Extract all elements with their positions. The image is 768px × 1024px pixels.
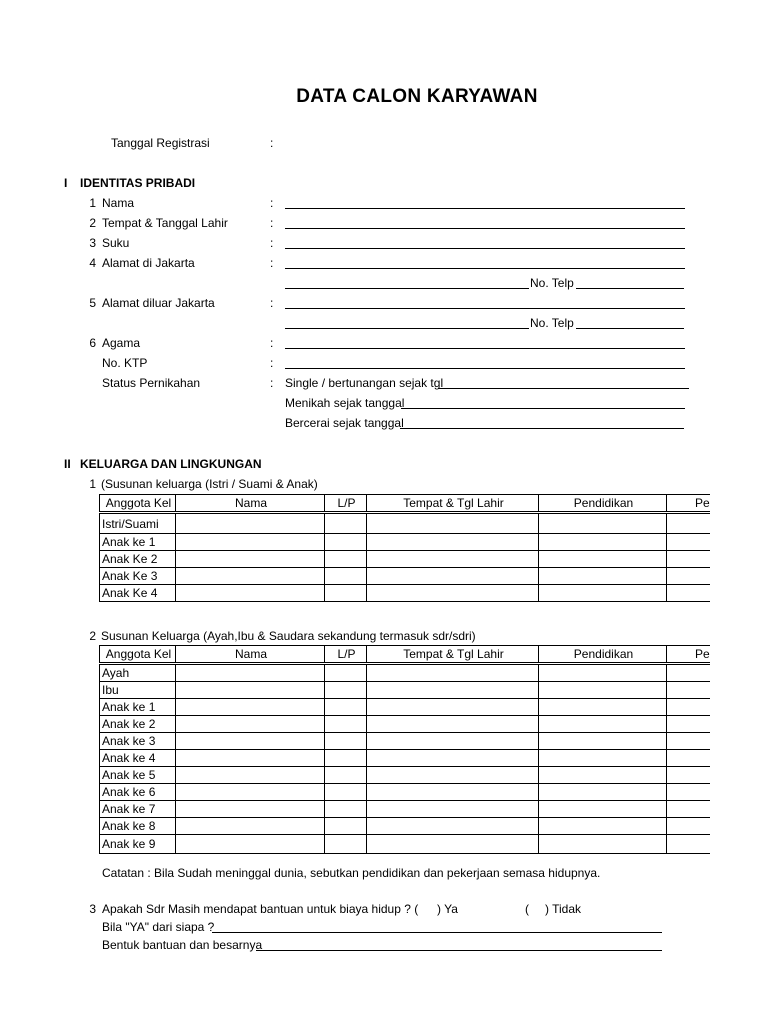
field-label-nama: Nama bbox=[102, 196, 135, 210]
cell[interactable] bbox=[367, 716, 539, 733]
cell[interactable] bbox=[539, 733, 667, 750]
cell[interactable] bbox=[176, 699, 325, 716]
row-label: Anak Ke 2 bbox=[100, 551, 176, 568]
question-number: 2 bbox=[89, 629, 96, 643]
cell[interactable] bbox=[539, 750, 667, 767]
cell[interactable] bbox=[539, 835, 667, 854]
cell[interactable] bbox=[367, 534, 539, 551]
marital-option-menikah: Menikah sejak tanggal bbox=[285, 396, 405, 410]
alamat-jakarta-input-line[interactable] bbox=[285, 268, 685, 269]
col-header-anggota: Anggota Kel bbox=[100, 495, 176, 513]
death-note: Catatan : Bila Sudah meninggal dunia, sebutkan pendidikan dan pekerjaan semasa hidupnya. bbox=[102, 866, 601, 880]
field-number: 6 bbox=[89, 336, 96, 350]
cell[interactable] bbox=[325, 784, 367, 801]
cell[interactable] bbox=[325, 534, 367, 551]
section-2-roman: II bbox=[64, 457, 71, 471]
cell[interactable] bbox=[367, 801, 539, 818]
alamat-luar-input-line-2[interactable] bbox=[285, 328, 529, 329]
family-table-1 bbox=[99, 494, 710, 602]
cell[interactable] bbox=[176, 784, 325, 801]
cell[interactable] bbox=[325, 716, 367, 733]
from-whom-input-line[interactable] bbox=[212, 932, 662, 933]
field-number: 3 bbox=[89, 236, 96, 250]
row-label: Anak ke 6 bbox=[100, 784, 176, 801]
question-2-text: Susunan Keluarga (Ayah,Ibu & Saudara sekandung termasuk sdr/sdri) bbox=[101, 629, 476, 643]
cell[interactable] bbox=[667, 767, 711, 784]
cell[interactable] bbox=[325, 818, 367, 835]
cell[interactable] bbox=[176, 534, 325, 551]
cell[interactable] bbox=[325, 750, 367, 767]
question-number: 3 bbox=[89, 902, 96, 916]
telp-luar-input-line[interactable] bbox=[576, 328, 684, 329]
cell[interactable] bbox=[176, 551, 325, 568]
cell[interactable] bbox=[325, 733, 367, 750]
cell[interactable] bbox=[325, 835, 367, 854]
cell[interactable] bbox=[367, 513, 539, 534]
question-3-text: Apakah Sdr Masih mendapat bantuan untuk biaya hidup ? ( bbox=[102, 902, 419, 916]
section-1-roman: I bbox=[64, 176, 68, 190]
cell[interactable] bbox=[325, 551, 367, 568]
cell[interactable] bbox=[539, 716, 667, 733]
cell[interactable] bbox=[667, 716, 711, 733]
section-2-heading: KELUARGA DAN LINGKUNGAN bbox=[80, 457, 262, 471]
marital-option-single: Single / bertunangan sejak tgl bbox=[285, 376, 444, 390]
table-row bbox=[100, 585, 711, 602]
cell[interactable] bbox=[325, 664, 367, 682]
q3-amount-label: Bentuk bantuan dan besarnya bbox=[102, 938, 263, 952]
table-row bbox=[100, 835, 711, 854]
cell[interactable] bbox=[667, 733, 711, 750]
cell[interactable] bbox=[539, 534, 667, 551]
cell[interactable] bbox=[667, 551, 711, 568]
cell[interactable] bbox=[667, 585, 711, 602]
cell[interactable] bbox=[367, 733, 539, 750]
cell[interactable] bbox=[325, 585, 367, 602]
option-ya[interactable]: ) Ya bbox=[437, 902, 458, 916]
cell[interactable] bbox=[667, 513, 711, 534]
row-label: Anak ke 4 bbox=[100, 750, 176, 767]
marital-option-cerai: Bercerai sejak tanggal bbox=[285, 416, 404, 430]
col-header-lp: L/P bbox=[325, 646, 367, 664]
cell[interactable] bbox=[367, 835, 539, 854]
cell[interactable] bbox=[539, 801, 667, 818]
cell[interactable] bbox=[367, 551, 539, 568]
table-row bbox=[100, 699, 711, 716]
page-title: DATA CALON KARYAWAN bbox=[296, 86, 538, 107]
field-label-agama: Agama bbox=[102, 336, 141, 350]
registration-colon: : bbox=[270, 136, 274, 150]
table-row bbox=[100, 682, 711, 699]
field-colon: : bbox=[270, 196, 274, 210]
field-number: 2 bbox=[89, 216, 96, 230]
menikah-date-input-line[interactable] bbox=[401, 408, 685, 409]
q3-from-whom-label: Bila "YA" dari siapa ? bbox=[102, 920, 215, 934]
table-row bbox=[100, 513, 711, 534]
row-label: Anak ke 3 bbox=[100, 733, 176, 750]
col-header-pekerjaan: Pe bbox=[667, 495, 711, 513]
field-colon: : bbox=[270, 356, 274, 370]
cell[interactable] bbox=[325, 699, 367, 716]
field-colon: : bbox=[270, 256, 274, 270]
row-label: Istri/Suami bbox=[100, 513, 176, 534]
field-colon: : bbox=[270, 376, 274, 390]
field-label-ktp: No. KTP bbox=[102, 356, 148, 370]
cell[interactable] bbox=[539, 699, 667, 716]
cell[interactable] bbox=[667, 534, 711, 551]
table-row bbox=[100, 568, 711, 585]
cell[interactable] bbox=[325, 568, 367, 585]
ttl-input-line[interactable] bbox=[285, 228, 685, 229]
cell[interactable] bbox=[325, 513, 367, 534]
table-row bbox=[100, 664, 711, 682]
cell[interactable] bbox=[176, 513, 325, 534]
cell[interactable] bbox=[667, 784, 711, 801]
row-label: Anak ke 8 bbox=[100, 818, 176, 835]
field-colon: : bbox=[270, 296, 274, 310]
row-label: Anak ke 7 bbox=[100, 801, 176, 818]
col-header-anggota: Anggota Kel bbox=[100, 646, 176, 664]
row-label: Anak ke 2 bbox=[100, 716, 176, 733]
field-label-suku: Suku bbox=[102, 236, 130, 250]
cell[interactable] bbox=[176, 750, 325, 767]
cell[interactable] bbox=[176, 585, 325, 602]
family-table-2 bbox=[99, 645, 710, 854]
cell[interactable] bbox=[539, 551, 667, 568]
cell[interactable] bbox=[176, 835, 325, 854]
row-label: Anak ke 1 bbox=[100, 699, 176, 716]
table-row bbox=[100, 534, 711, 551]
cell[interactable] bbox=[176, 767, 325, 784]
cell[interactable] bbox=[367, 784, 539, 801]
nama-input-line[interactable] bbox=[285, 208, 685, 209]
cell[interactable] bbox=[667, 818, 711, 835]
cell[interactable] bbox=[367, 682, 539, 699]
field-number: 4 bbox=[89, 256, 96, 270]
row-label: Ibu bbox=[100, 682, 176, 699]
cell[interactable] bbox=[667, 682, 711, 699]
cell[interactable] bbox=[176, 568, 325, 585]
telp-jakarta-input-line[interactable] bbox=[576, 288, 684, 289]
cell[interactable] bbox=[539, 568, 667, 585]
cell[interactable] bbox=[176, 664, 325, 682]
table-row bbox=[100, 750, 711, 767]
col-header-nama: Nama bbox=[176, 495, 325, 513]
option-tidak-open: ( bbox=[525, 902, 529, 916]
table-row bbox=[100, 733, 711, 750]
option-tidak[interactable]: ) Tidak bbox=[545, 902, 582, 916]
cerai-date-input-line[interactable] bbox=[400, 428, 684, 429]
telp-label: No. Telp bbox=[530, 276, 574, 290]
field-label-alamat-luar: Alamat diluar Jakarta bbox=[102, 296, 215, 310]
col-header-pendidikan: Pendidikan bbox=[539, 646, 667, 664]
col-header-lp: L/P bbox=[325, 495, 367, 513]
col-header-ttl: Tempat & Tgl Lahir bbox=[367, 495, 539, 513]
row-label: Anak ke 5 bbox=[100, 767, 176, 784]
cell[interactable] bbox=[367, 767, 539, 784]
table-row bbox=[100, 716, 711, 733]
ktp-input-line[interactable] bbox=[285, 368, 685, 369]
cell[interactable] bbox=[176, 682, 325, 699]
row-label: Anak Ke 3 bbox=[100, 568, 176, 585]
row-label: Anak Ke 4 bbox=[100, 585, 176, 602]
cell[interactable] bbox=[667, 699, 711, 716]
alamat-jakarta-input-line-2[interactable] bbox=[285, 288, 529, 289]
question-1-text: (Susunan keluarga (Istri / Suami & Anak) bbox=[101, 477, 318, 491]
cell[interactable] bbox=[667, 801, 711, 818]
question-number: 1 bbox=[89, 477, 96, 491]
col-header-nama: Nama bbox=[176, 646, 325, 664]
table-header-row bbox=[100, 646, 711, 664]
suku-input-line[interactable] bbox=[285, 248, 685, 249]
field-number: 1 bbox=[89, 196, 96, 210]
cell[interactable] bbox=[539, 585, 667, 602]
cell[interactable] bbox=[667, 568, 711, 585]
cell[interactable] bbox=[539, 784, 667, 801]
cell[interactable] bbox=[667, 750, 711, 767]
alamat-luar-input-line[interactable] bbox=[285, 308, 685, 309]
field-colon: : bbox=[270, 216, 274, 230]
cell[interactable] bbox=[539, 682, 667, 699]
cell[interactable] bbox=[367, 664, 539, 682]
field-label-status: Status Pernikahan bbox=[102, 376, 201, 390]
table-header-row bbox=[100, 495, 711, 513]
table-row bbox=[100, 551, 711, 568]
row-label: Anak ke 1 bbox=[100, 534, 176, 551]
cell[interactable] bbox=[667, 835, 711, 854]
cell[interactable] bbox=[176, 818, 325, 835]
telp-label: No. Telp bbox=[530, 316, 574, 330]
cell[interactable] bbox=[325, 682, 367, 699]
amount-input-line[interactable] bbox=[256, 950, 662, 951]
field-colon: : bbox=[270, 336, 274, 350]
cell[interactable] bbox=[325, 801, 367, 818]
cell[interactable] bbox=[325, 767, 367, 784]
registration-label: Tanggal Registrasi bbox=[111, 136, 210, 150]
field-label-ttl: Tempat & Tanggal Lahir bbox=[102, 216, 228, 230]
cell[interactable] bbox=[539, 513, 667, 534]
col-header-ttl: Tempat & Tgl Lahir bbox=[367, 646, 539, 664]
table-row bbox=[100, 784, 711, 801]
cell[interactable] bbox=[667, 664, 711, 682]
field-number: 5 bbox=[89, 296, 96, 310]
single-date-input-line[interactable] bbox=[438, 388, 689, 389]
cell[interactable] bbox=[176, 801, 325, 818]
cell[interactable] bbox=[176, 733, 325, 750]
cell[interactable] bbox=[539, 664, 667, 682]
table-row bbox=[100, 767, 711, 784]
cell[interactable] bbox=[367, 585, 539, 602]
field-label-alamat-jakarta: Alamat di Jakarta bbox=[102, 256, 195, 270]
cell[interactable] bbox=[367, 699, 539, 716]
cell[interactable] bbox=[367, 750, 539, 767]
cell[interactable] bbox=[539, 767, 667, 784]
cell[interactable] bbox=[176, 716, 325, 733]
table-row bbox=[100, 801, 711, 818]
row-label: Anak ke 9 bbox=[100, 835, 176, 854]
section-1-heading: IDENTITAS PRIBADI bbox=[80, 176, 196, 190]
row-label: Ayah bbox=[100, 664, 176, 682]
col-header-pekerjaan: Pe bbox=[667, 646, 711, 664]
col-header-pendidikan: Pendidikan bbox=[539, 495, 667, 513]
cell[interactable] bbox=[539, 818, 667, 835]
agama-input-line[interactable] bbox=[285, 348, 685, 349]
cell[interactable] bbox=[367, 568, 539, 585]
cell[interactable] bbox=[367, 818, 539, 835]
table-row bbox=[100, 818, 711, 835]
field-colon: : bbox=[270, 236, 274, 250]
